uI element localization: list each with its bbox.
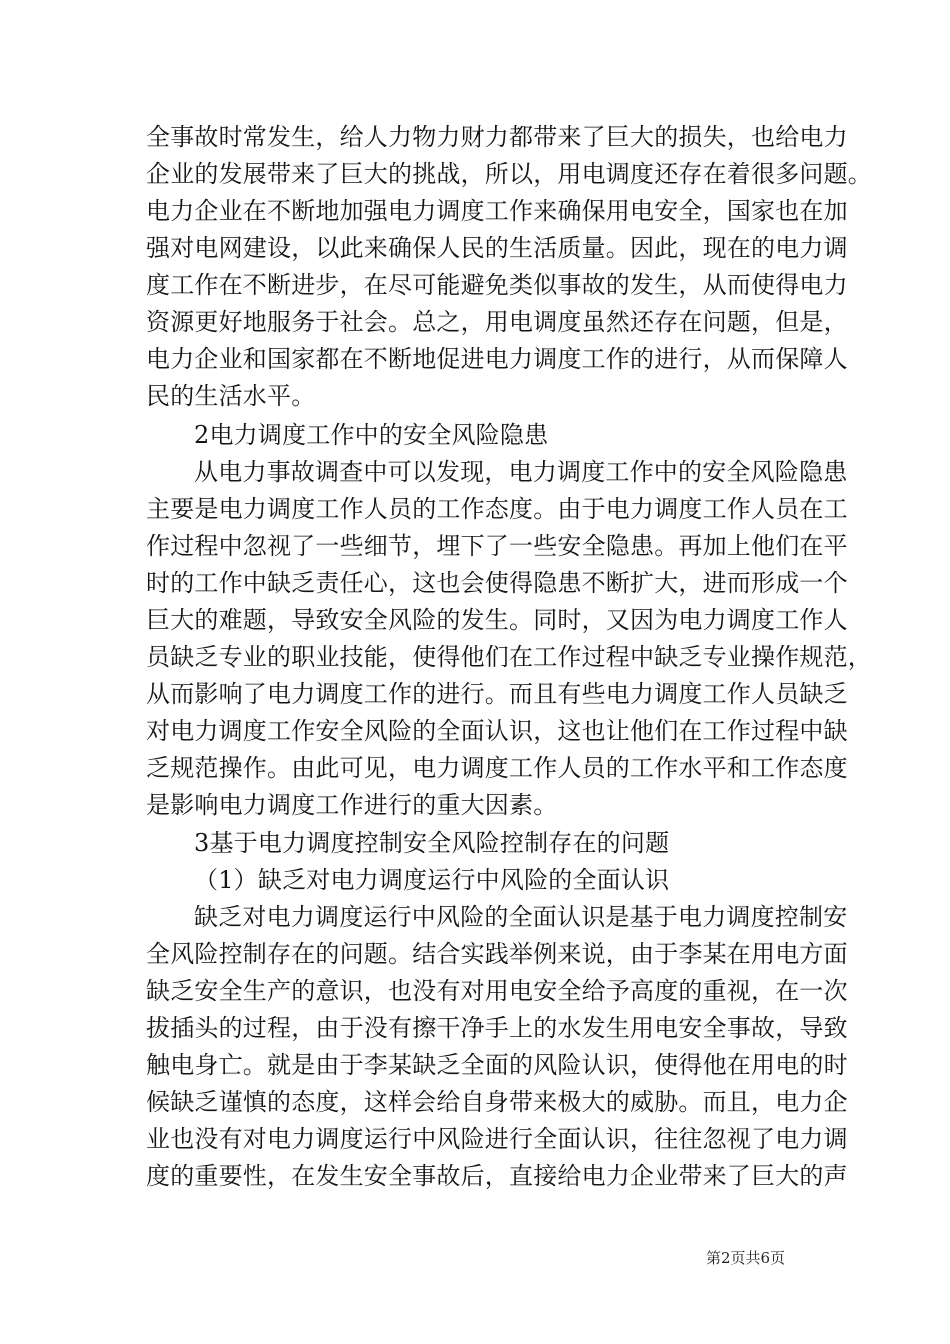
body-line: 主要是电力调度工作人员的工作态度。由于电力调度工作人员在工 bbox=[146, 495, 848, 523]
body-line: 缺乏对电力调度运行中风险的全面认识是基于电力调度控制安 bbox=[194, 903, 848, 931]
body-line: 作过程中忽视了一些细节，埋下了一些安全隐患。再加上他们在平 bbox=[146, 532, 848, 560]
body-line: 企业的发展带来了巨大的挑战，所以，用电调度还存在着很多问题。 bbox=[146, 160, 872, 188]
body-line: 缺乏安全生产的意识，也没有对用电安全给予高度的重视，在一次 bbox=[146, 977, 848, 1005]
body-line: 对电力调度工作安全风险的全面认识，这也让他们在工作过程中缺 bbox=[146, 717, 848, 745]
body-line: 巨大的难题，导致安全风险的发生。同时，又因为电力调度工作人 bbox=[146, 606, 848, 634]
body-line: 资源更好地服务于社会。总之，用电调度虽然还存在问题，但是， bbox=[146, 308, 848, 336]
body-line: 全风险控制存在的问题。结合实践举例来说，由于李某在用电方面 bbox=[146, 940, 848, 968]
body-line: 度工作在不断进步，在尽可能避免类似事故的发生，从而使得电力 bbox=[146, 271, 848, 299]
body-line: 电力企业在不断地加强电力调度工作来确保用电安全，国家也在加 bbox=[146, 197, 848, 225]
subsection-heading: （1）缺乏对电力调度运行中风险的全面认识 bbox=[194, 866, 670, 894]
body-line: 电力企业和国家都在不断地促进电力调度工作的进行，从而保障人 bbox=[146, 345, 848, 373]
body-line: 度的重要性，在发生安全事故后，直接给电力企业带来了巨大的声 bbox=[146, 1162, 848, 1190]
body-line: 民的生活水平。 bbox=[146, 382, 316, 410]
body-line: 从而影响了电力调度工作的进行。而且有些电力调度工作人员缺乏 bbox=[146, 680, 848, 708]
body-line: 候缺乏谨慎的态度，这样会给自身带来极大的威胁。而且，电力企 bbox=[146, 1088, 848, 1116]
section-heading: 2电力调度工作中的安全风险隐患 bbox=[194, 421, 549, 449]
body-line: 是影响电力调度工作进行的重大因素。 bbox=[146, 791, 558, 819]
body-line: 时的工作中缺乏责任心，这也会使得隐患不断扩大，进而形成一个 bbox=[146, 569, 848, 597]
body-line: 拔插头的过程，由于没有擦干净手上的水发生用电安全事故，导致 bbox=[146, 1014, 848, 1042]
body-line: 触电身亡。就是由于李某缺乏全面的风险认识，使得他在用电的时 bbox=[146, 1051, 848, 1079]
body-line: 全事故时常发生，给人力物力财力都带来了巨大的损失，也给电力 bbox=[146, 123, 848, 151]
body-line: 从电力事故调查中可以发现，电力调度工作中的安全风险隐患 bbox=[194, 458, 848, 486]
body-line: 员缺乏专业的职业技能，使得他们在工作过程中缺乏专业操作规范， bbox=[146, 643, 872, 671]
body-line: 乏规范操作。由此可见，电力调度工作人员的工作水平和工作态度 bbox=[146, 754, 848, 782]
body-line: 强对电网建设，以此来确保人民的生活质量。因此，现在的电力调 bbox=[146, 234, 848, 262]
section-heading: 3基于电力调度控制安全风险控制存在的问题 bbox=[194, 829, 670, 857]
body-line: 业也没有对电力调度运行中风险进行全面认识，往往忽视了电力调 bbox=[146, 1125, 848, 1153]
page-number: 第2页共6页 bbox=[706, 1249, 786, 1267]
